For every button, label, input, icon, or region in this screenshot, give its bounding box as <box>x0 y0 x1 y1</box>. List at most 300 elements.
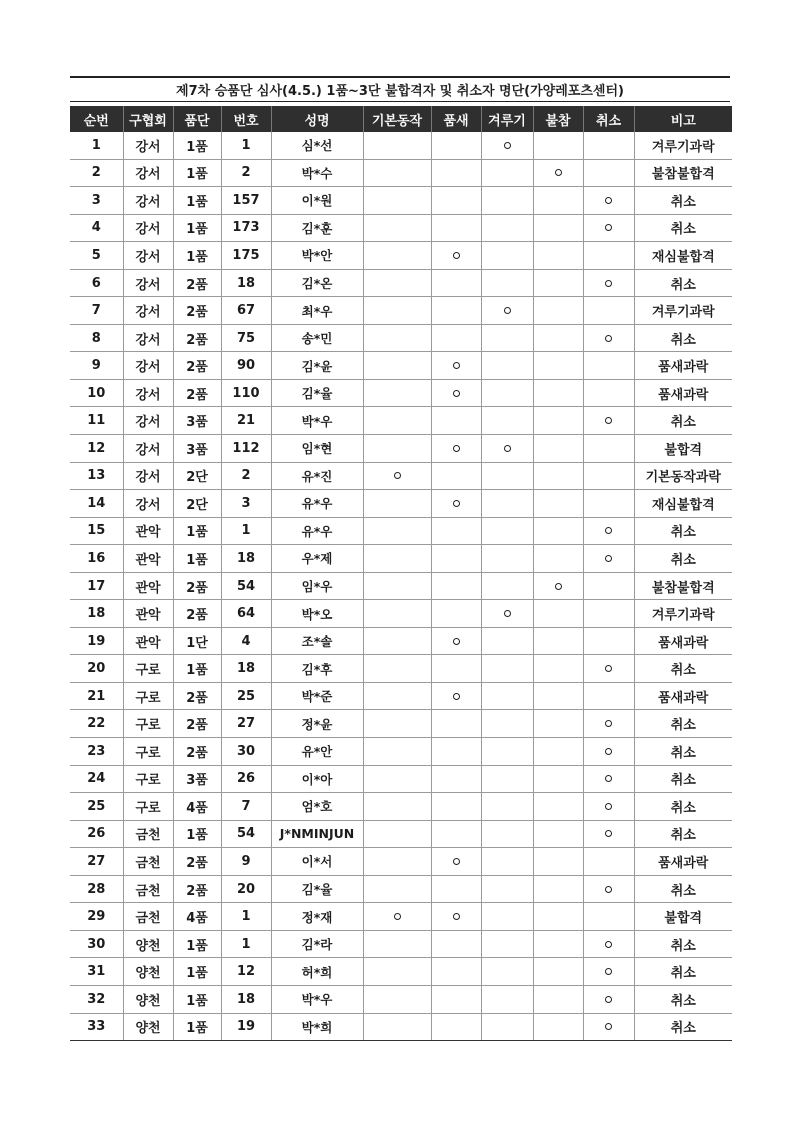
note-cell: 취소 <box>634 1013 732 1041</box>
number-cell: 75 <box>221 324 271 352</box>
rank-cell: 1품 <box>173 159 221 187</box>
col-header-absent: 불참 <box>533 106 583 132</box>
circle-mark-icon <box>453 362 460 369</box>
name-cell: 이*서 <box>271 848 363 876</box>
kyorugi-cell <box>481 985 533 1013</box>
basic-cell <box>363 490 431 518</box>
absent-cell <box>533 1013 583 1041</box>
table-row <box>70 572 732 600</box>
seq-cell: 32 <box>70 985 123 1013</box>
poomsae-cell <box>431 875 481 903</box>
assoc-cell: 관악 <box>123 600 173 628</box>
rank-cell: 2품 <box>173 297 221 325</box>
name-cell: 박*수 <box>271 159 363 187</box>
kyorugi-cell <box>481 214 533 242</box>
basic-cell <box>363 1013 431 1041</box>
poomsae-cell <box>431 187 481 215</box>
poomsae-cell <box>431 930 481 958</box>
note-cell: 취소 <box>634 655 732 683</box>
rank-cell: 1단 <box>173 627 221 655</box>
table-row <box>70 214 732 242</box>
note-cell: 취소 <box>634 793 732 821</box>
note-cell: 불합격 <box>634 903 732 931</box>
cancel-cell <box>583 875 634 903</box>
assoc-cell: 강서 <box>123 159 173 187</box>
rank-cell: 1품 <box>173 132 221 159</box>
name-cell: 정*재 <box>271 903 363 931</box>
cancel-cell <box>583 765 634 793</box>
cancel-cell <box>583 187 634 215</box>
note-cell: 취소 <box>634 187 732 215</box>
absent-cell <box>533 352 583 380</box>
kyorugi-cell <box>481 903 533 931</box>
table-row <box>70 627 732 655</box>
seq-cell: 19 <box>70 627 123 655</box>
rank-cell: 2품 <box>173 324 221 352</box>
table-row <box>70 958 732 986</box>
number-cell: 20 <box>221 875 271 903</box>
assoc-cell: 강서 <box>123 379 173 407</box>
basic-cell <box>363 187 431 215</box>
cancel-cell <box>583 1013 634 1041</box>
table-row <box>70 875 732 903</box>
absent-cell <box>533 187 583 215</box>
basic-cell <box>363 462 431 490</box>
cancel-cell <box>583 793 634 821</box>
seq-cell: 13 <box>70 462 123 490</box>
rank-cell: 1품 <box>173 517 221 545</box>
kyorugi-cell <box>481 269 533 297</box>
seq-cell: 6 <box>70 269 123 297</box>
number-cell: 64 <box>221 600 271 628</box>
basic-cell <box>363 132 431 159</box>
col-header-name: 성명 <box>271 106 363 132</box>
number-cell: 112 <box>221 435 271 463</box>
kyorugi-cell <box>481 490 533 518</box>
poomsae-cell <box>431 848 481 876</box>
seq-cell: 4 <box>70 214 123 242</box>
note-cell: 취소 <box>634 545 732 573</box>
poomsae-cell <box>431 545 481 573</box>
note-cell: 취소 <box>634 820 732 848</box>
table-row <box>70 848 732 876</box>
cancel-cell <box>583 214 634 242</box>
rank-cell: 1품 <box>173 545 221 573</box>
note-cell: 취소 <box>634 738 732 766</box>
absent-cell <box>533 903 583 931</box>
assoc-cell: 강서 <box>123 462 173 490</box>
circle-mark-icon <box>394 913 401 920</box>
number-cell: 67 <box>221 297 271 325</box>
poomsae-cell <box>431 379 481 407</box>
table-row <box>70 545 732 573</box>
name-cell: 임*현 <box>271 435 363 463</box>
col-header-cancel: 취소 <box>583 106 634 132</box>
rank-cell: 3품 <box>173 435 221 463</box>
circle-mark-icon <box>453 913 460 920</box>
table-row <box>70 1013 732 1041</box>
kyorugi-cell <box>481 435 533 463</box>
rank-cell: 2품 <box>173 600 221 628</box>
absent-cell <box>533 985 583 1013</box>
note-cell: 취소 <box>634 875 732 903</box>
name-cell: 유*우 <box>271 490 363 518</box>
assoc-cell: 강서 <box>123 297 173 325</box>
cancel-cell <box>583 930 634 958</box>
cancel-cell <box>583 545 634 573</box>
circle-mark-icon <box>504 445 511 452</box>
name-cell: 김*라 <box>271 930 363 958</box>
seq-cell: 21 <box>70 682 123 710</box>
col-header-assoc: 구협회 <box>123 106 173 132</box>
rank-cell: 2품 <box>173 738 221 766</box>
absent-cell <box>533 793 583 821</box>
number-cell: 54 <box>221 820 271 848</box>
basic-cell <box>363 214 431 242</box>
seq-cell: 23 <box>70 738 123 766</box>
seq-cell: 16 <box>70 545 123 573</box>
kyorugi-cell <box>481 517 533 545</box>
circle-mark-icon <box>605 280 612 287</box>
poomsae-cell <box>431 682 481 710</box>
kyorugi-cell <box>481 820 533 848</box>
cancel-cell <box>583 132 634 159</box>
circle-mark-icon <box>605 665 612 672</box>
rank-cell: 2품 <box>173 682 221 710</box>
cancel-cell <box>583 820 634 848</box>
number-cell: 25 <box>221 682 271 710</box>
absent-cell <box>533 435 583 463</box>
basic-cell <box>363 545 431 573</box>
rank-cell: 1품 <box>173 242 221 270</box>
circle-mark-icon <box>605 224 612 231</box>
poomsae-cell <box>431 517 481 545</box>
poomsae-cell <box>431 462 481 490</box>
assoc-cell: 양천 <box>123 1013 173 1041</box>
assoc-cell: 강서 <box>123 242 173 270</box>
cancel-cell <box>583 242 634 270</box>
table-row <box>70 352 732 380</box>
absent-cell <box>533 324 583 352</box>
rank-cell: 2품 <box>173 875 221 903</box>
poomsae-cell <box>431 958 481 986</box>
name-cell: 김*온 <box>271 269 363 297</box>
note-cell: 겨루기과락 <box>634 132 732 159</box>
assoc-cell: 강서 <box>123 490 173 518</box>
rank-cell: 3품 <box>173 407 221 435</box>
kyorugi-cell <box>481 600 533 628</box>
kyorugi-cell <box>481 682 533 710</box>
number-cell: 30 <box>221 738 271 766</box>
assoc-cell: 양천 <box>123 930 173 958</box>
basic-cell <box>363 903 431 931</box>
seq-cell: 5 <box>70 242 123 270</box>
table-row <box>70 682 732 710</box>
circle-mark-icon <box>504 307 511 314</box>
number-cell: 9 <box>221 848 271 876</box>
table-row <box>70 242 732 270</box>
number-cell: 18 <box>221 545 271 573</box>
note-cell: 품새과락 <box>634 379 732 407</box>
name-cell: 김*후 <box>271 655 363 683</box>
name-cell: 김*율 <box>271 875 363 903</box>
seq-cell: 30 <box>70 930 123 958</box>
note-cell: 품새과락 <box>634 682 732 710</box>
table-row <box>70 132 732 159</box>
poomsae-cell <box>431 710 481 738</box>
circle-mark-icon <box>605 803 612 810</box>
note-cell: 취소 <box>634 407 732 435</box>
table-row <box>70 985 732 1013</box>
note-cell: 품새과락 <box>634 352 732 380</box>
circle-mark-icon <box>504 142 511 149</box>
rank-cell: 2품 <box>173 352 221 380</box>
circle-mark-icon <box>605 1023 612 1030</box>
table-row <box>70 324 732 352</box>
table-row <box>70 407 732 435</box>
poomsae-cell <box>431 242 481 270</box>
number-cell: 90 <box>221 352 271 380</box>
absent-cell <box>533 627 583 655</box>
name-cell: 심*선 <box>271 132 363 159</box>
basic-cell <box>363 765 431 793</box>
number-cell: 18 <box>221 269 271 297</box>
kyorugi-cell <box>481 545 533 573</box>
poomsae-cell <box>431 269 481 297</box>
note-cell: 불참불합격 <box>634 572 732 600</box>
kyorugi-cell <box>481 655 533 683</box>
assoc-cell: 구로 <box>123 682 173 710</box>
results-table <box>70 106 732 1041</box>
number-cell: 12 <box>221 958 271 986</box>
number-cell: 3 <box>221 490 271 518</box>
document-title: 제7차 승품단 심사(4.5.) 1품~3단 불합격자 및 취소자 명단(가양레포츠센터) <box>70 76 730 102</box>
note-cell: 취소 <box>634 214 732 242</box>
basic-cell <box>363 682 431 710</box>
note-cell: 재심불합격 <box>634 242 732 270</box>
kyorugi-cell <box>481 379 533 407</box>
poomsae-cell <box>431 627 481 655</box>
cancel-cell <box>583 903 634 931</box>
name-cell: 박*오 <box>271 600 363 628</box>
seq-cell: 26 <box>70 820 123 848</box>
seq-cell: 17 <box>70 572 123 600</box>
rank-cell: 4품 <box>173 793 221 821</box>
kyorugi-cell <box>481 875 533 903</box>
number-cell: 1 <box>221 930 271 958</box>
seq-cell: 14 <box>70 490 123 518</box>
kyorugi-cell <box>481 710 533 738</box>
cancel-cell <box>583 269 634 297</box>
assoc-cell: 구로 <box>123 655 173 683</box>
absent-cell <box>533 710 583 738</box>
number-cell: 27 <box>221 710 271 738</box>
col-header-kyorugi: 겨루기 <box>481 106 533 132</box>
name-cell: 유*진 <box>271 462 363 490</box>
seq-cell: 18 <box>70 600 123 628</box>
poomsae-cell <box>431 490 481 518</box>
poomsae-cell <box>431 352 481 380</box>
kyorugi-cell <box>481 1013 533 1041</box>
rank-cell: 1품 <box>173 930 221 958</box>
basic-cell <box>363 407 431 435</box>
kyorugi-cell <box>481 352 533 380</box>
cancel-cell <box>583 517 634 545</box>
assoc-cell: 구로 <box>123 710 173 738</box>
cancel-cell <box>583 682 634 710</box>
circle-mark-icon <box>605 527 612 534</box>
basic-cell <box>363 738 431 766</box>
table-row <box>70 490 732 518</box>
absent-cell <box>533 159 583 187</box>
assoc-cell: 금천 <box>123 875 173 903</box>
cancel-cell <box>583 379 634 407</box>
absent-cell <box>533 848 583 876</box>
seq-cell: 24 <box>70 765 123 793</box>
name-cell: 김*윤 <box>271 352 363 380</box>
absent-cell <box>533 517 583 545</box>
table-row <box>70 159 732 187</box>
assoc-cell: 금천 <box>123 903 173 931</box>
col-header-seq: 순번 <box>70 106 123 132</box>
absent-cell <box>533 820 583 848</box>
absent-cell <box>533 655 583 683</box>
circle-mark-icon <box>605 775 612 782</box>
basic-cell <box>363 269 431 297</box>
poomsae-cell <box>431 324 481 352</box>
note-cell: 취소 <box>634 930 732 958</box>
col-header-rank: 품단 <box>173 106 221 132</box>
basic-cell <box>363 159 431 187</box>
absent-cell <box>533 242 583 270</box>
name-cell: 박*우 <box>271 985 363 1013</box>
basic-cell <box>363 793 431 821</box>
poomsae-cell <box>431 214 481 242</box>
circle-mark-icon <box>453 693 460 700</box>
seq-cell: 25 <box>70 793 123 821</box>
cancel-cell <box>583 297 634 325</box>
table-row <box>70 379 732 407</box>
circle-mark-icon <box>605 830 612 837</box>
seq-cell: 2 <box>70 159 123 187</box>
poomsae-cell <box>431 738 481 766</box>
name-cell: 조*솔 <box>271 627 363 655</box>
circle-mark-icon <box>605 996 612 1003</box>
absent-cell <box>533 407 583 435</box>
poomsae-cell <box>431 793 481 821</box>
cancel-cell <box>583 490 634 518</box>
number-cell: 1 <box>221 132 271 159</box>
assoc-cell: 구로 <box>123 738 173 766</box>
poomsae-cell <box>431 903 481 931</box>
seq-cell: 8 <box>70 324 123 352</box>
circle-mark-icon <box>453 500 460 507</box>
name-cell: 최*우 <box>271 297 363 325</box>
circle-mark-icon <box>555 583 562 590</box>
name-cell: 엄*호 <box>271 793 363 821</box>
circle-mark-icon <box>453 638 460 645</box>
kyorugi-cell <box>481 930 533 958</box>
note-cell: 취소 <box>634 958 732 986</box>
number-cell: 4 <box>221 627 271 655</box>
circle-mark-icon <box>394 472 401 479</box>
note-cell: 취소 <box>634 985 732 1013</box>
seq-cell: 20 <box>70 655 123 683</box>
table-row <box>70 655 732 683</box>
number-cell: 7 <box>221 793 271 821</box>
table-row <box>70 710 732 738</box>
cancel-cell <box>583 435 634 463</box>
number-cell: 1 <box>221 903 271 931</box>
seq-cell: 33 <box>70 1013 123 1041</box>
rank-cell: 2품 <box>173 710 221 738</box>
cancel-cell <box>583 710 634 738</box>
basic-cell <box>363 627 431 655</box>
seq-cell: 1 <box>70 132 123 159</box>
name-cell: 송*민 <box>271 324 363 352</box>
note-cell: 취소 <box>634 324 732 352</box>
rank-cell: 1품 <box>173 655 221 683</box>
basic-cell <box>363 985 431 1013</box>
kyorugi-cell <box>481 848 533 876</box>
col-header-note: 비고 <box>634 106 732 132</box>
seq-cell: 9 <box>70 352 123 380</box>
cancel-cell <box>583 462 634 490</box>
basic-cell <box>363 600 431 628</box>
table-row <box>70 793 732 821</box>
assoc-cell: 강서 <box>123 269 173 297</box>
rank-cell: 4품 <box>173 903 221 931</box>
note-cell: 불합격 <box>634 435 732 463</box>
kyorugi-cell <box>481 242 533 270</box>
cancel-cell <box>583 985 634 1013</box>
rank-cell: 2단 <box>173 490 221 518</box>
absent-cell <box>533 572 583 600</box>
name-cell: 박*우 <box>271 407 363 435</box>
basic-cell <box>363 930 431 958</box>
table-body <box>70 132 732 1041</box>
poomsae-cell <box>431 765 481 793</box>
rank-cell: 2단 <box>173 462 221 490</box>
circle-mark-icon <box>504 610 511 617</box>
number-cell: 18 <box>221 655 271 683</box>
rank-cell: 1품 <box>173 820 221 848</box>
cancel-cell <box>583 958 634 986</box>
basic-cell <box>363 958 431 986</box>
absent-cell <box>533 132 583 159</box>
basic-cell <box>363 324 431 352</box>
circle-mark-icon <box>453 390 460 397</box>
table-row <box>70 765 732 793</box>
cancel-cell <box>583 407 634 435</box>
table-row <box>70 187 732 215</box>
assoc-cell: 양천 <box>123 985 173 1013</box>
absent-cell <box>533 765 583 793</box>
basic-cell <box>363 875 431 903</box>
poomsae-cell <box>431 985 481 1013</box>
table-row <box>70 600 732 628</box>
basic-cell <box>363 435 431 463</box>
poomsae-cell <box>431 435 481 463</box>
seq-cell: 29 <box>70 903 123 931</box>
cancel-cell <box>583 352 634 380</box>
table-row <box>70 903 732 931</box>
poomsae-cell <box>431 600 481 628</box>
circle-mark-icon <box>605 720 612 727</box>
table-row <box>70 435 732 463</box>
note-cell: 품새과락 <box>634 627 732 655</box>
col-header-number: 번호 <box>221 106 271 132</box>
